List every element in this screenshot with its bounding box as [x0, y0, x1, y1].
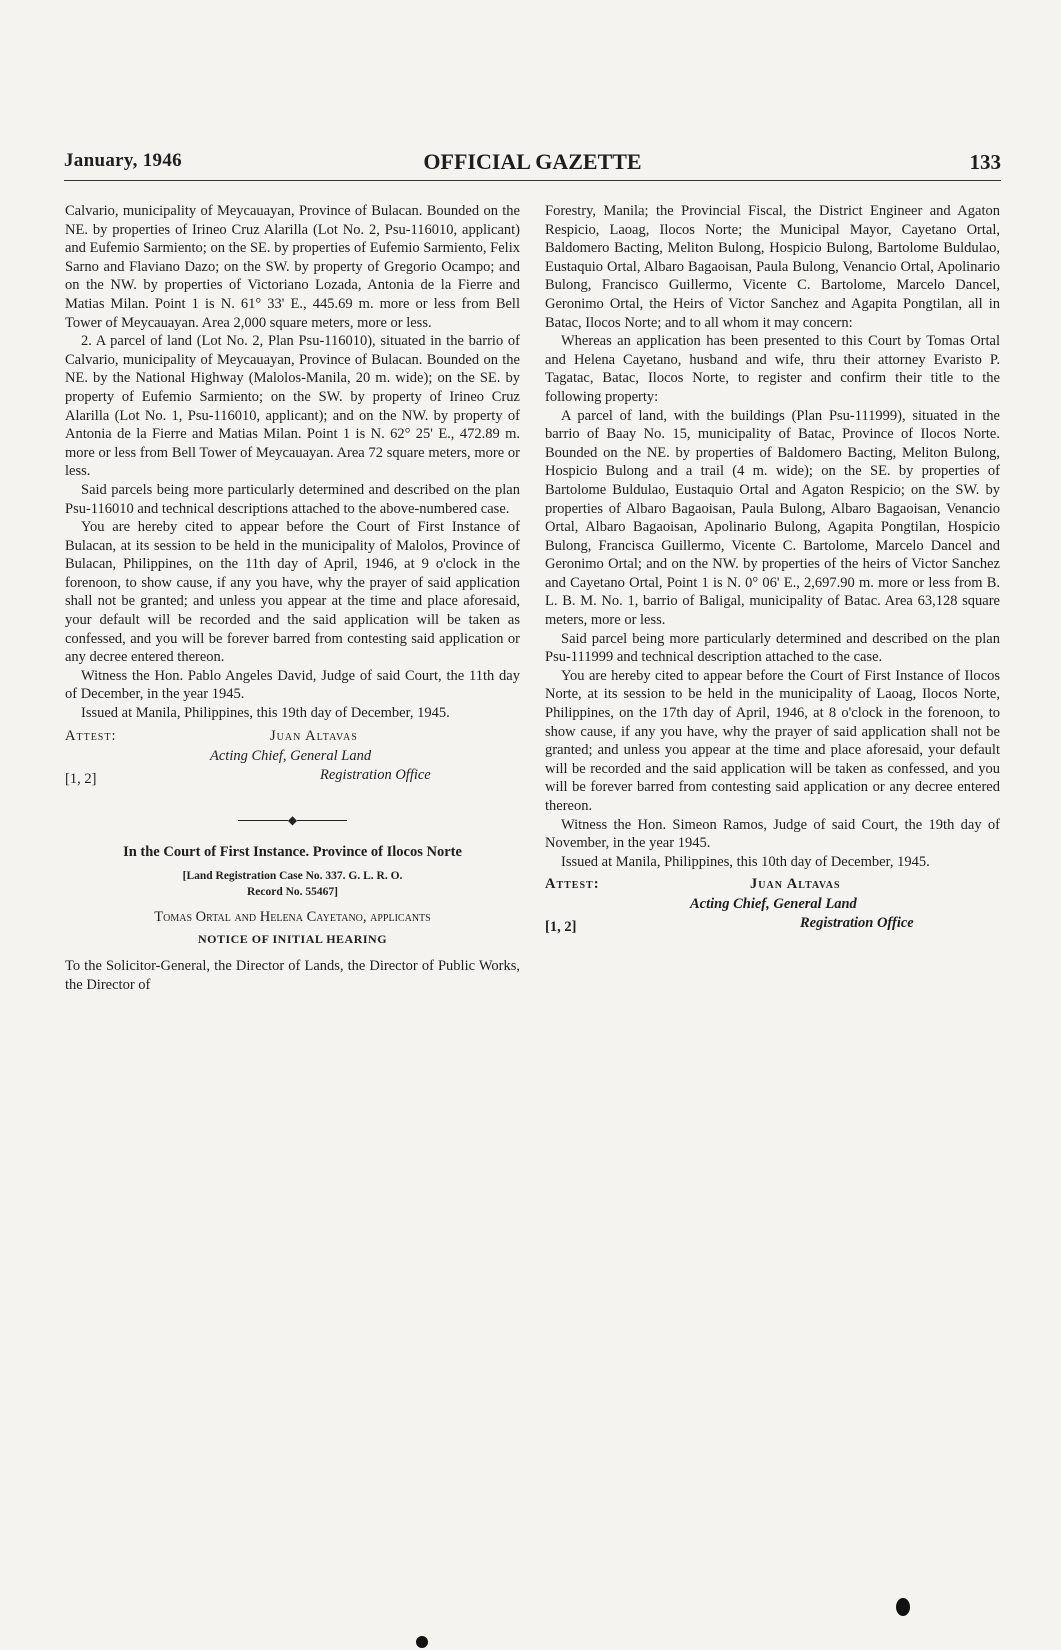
- right-paragraph-2: Whereas an application has been presented to this Court by Tomas Ortal and Helena Cayetano, husband and wife, thru their attorney Evaristo P. Tagatac, Batac, Ilocos Norte, to register and confirm their title to the following property:: [545, 333, 1000, 405]
- right-attest-block: [545, 875, 1000, 953]
- right-paragraph-5: You are hereby cited to appear before the Court of First Instance of Ilocos Norte, at its session to be held in the municipality of Laoag, Ilocos Norte, Philippines, on the 17th day of April, 1946, at 8 o'clock in the forenoon, to show cause, if any you have, why the prayer of said application shall not be granted; and unless you appear at the time and place aforesaid, your default will be recorded and the said application will be taken as confessed, and you will be forever barred from contesting said application or any decree entered thereon.: [545, 667, 1000, 814]
- right-paragraph-4: Said parcel being more particularly determined and described on the plan Psu-111999 and technical description attached to the case.: [545, 630, 1000, 666]
- left-paragraph-4: You are hereby cited to appear before the Court of First Instance of Bulacan, at its session to be held in the municipality of Malolos, Province of Bulacan, Philippines, on the 11th day of April, 1946, at 9 o'clock in the forenoon, to show cause, if any you have, why the prayer of said application shall not be granted; and unless you appear at the time and place aforesaid, your default will be recorded and the said application will be taken as confessed, and you will be forever barred from contesting said application or any decree entered thereon.: [65, 519, 520, 666]
- right-paragraph-1: Forestry, Manila; the Provincial Fiscal, the District Engineer and Agaton Respicio, Laoag, Ilocos Norte; the Municipal Mayor, Cayetano Ortal, Baldomero Bacting, Meliton Bulong, Hospicio Bulong, Bartolome Buldulao, Eustaquio Ortal, Albaro Bagaoisan, Paula Bulong, Venancio Ortal, Apolinario Bulong, Francisco Guillermo, Vicente C. Bartolome, Marcelo Dancel, Geronimo Ortal, the Heirs of Victor Sanchez and Agapita Pongtilan, all in Batac, Ilocos Norte; and to all whom it may concern:: [545, 203, 1000, 331]
- attest-name: Juan Altavas: [750, 876, 841, 893]
- attest-title-line-2: Registration Office: [800, 915, 914, 932]
- attest-label: Attest:: [65, 727, 117, 744]
- header-page-number: 133: [969, 150, 1001, 174]
- case-reference-line-1: [Land Registration Case No. 337. G. L. R. O.: [182, 869, 403, 882]
- left-column: [65, 202, 520, 994]
- left-paragraph-5: Witness the Hon. Pablo Angeles David, Judge of said Court, the 11th day of December, in the year 1945.: [65, 667, 520, 703]
- header-title: OFFICIAL GAZETTE: [423, 149, 642, 174]
- left-paragraph-6: Issued at Manila, Philippines, this 19th day of December, 1945.: [81, 705, 450, 722]
- case-reference-line-2: Record No. 55467]: [246, 885, 339, 898]
- left-paragraph-7: To the Solicitor-General, the Director of Lands, the Director of Public Works, the Director of: [65, 958, 520, 993]
- section-divider: ◆: [65, 811, 520, 830]
- left-paragraph-2: 2. A parcel of land (Lot No. 2, Plan Psu-116010), situated in the barrio of Calvario, municipality of Meycauayan, Province of Bulacan. Bounded on the NE. by the National Highway (Malolos-Manila, 20 m. wide); on the SE. by property of Eufemio Sarmiento; on the SW. by property of Irineo Cruz Alarilla (Lot No. 1, Psu-116010, applicant); and on the NW. by property of Antonia de la Fierre and Matias Milan. Point 1 is N. 62° 25' E., 472.89 m. more or less from Bell Tower of Meycauayan. Area 72 square meters, more or less.: [65, 333, 520, 480]
- ink-blot: [416, 1636, 428, 1648]
- right-paragraph-6: Witness the Hon. Simeon Ramos, Judge of said Court, the 19th day of November, in the year 1945.: [545, 816, 1000, 852]
- attest-title-line-2: Registration Office: [320, 766, 431, 783]
- attest-reference: [1, 2]: [65, 770, 97, 787]
- attest-title-line-1: Acting Chief, General Land: [690, 896, 857, 913]
- ink-blot: [896, 1598, 910, 1616]
- attest-name: Juan Altavas: [270, 727, 358, 744]
- header-date: January, 1946: [64, 150, 182, 171]
- header-rule: [64, 180, 1001, 181]
- right-column: [545, 202, 1000, 953]
- right-paragraph-7: Issued at Manila, Philippines, this 10th day of December, 1945.: [561, 853, 930, 870]
- attest-reference: [1, 2]: [545, 919, 577, 936]
- attest-title-line-1: Acting Chief, General Land: [210, 747, 372, 764]
- court-title: In the Court of First Instance. Province of Ilocos Norte: [123, 844, 462, 861]
- page-header: [64, 150, 1001, 176]
- attest-label: Attest:: [545, 876, 600, 893]
- left-attest-block: [65, 727, 520, 805]
- case-reference: [65, 868, 520, 900]
- applicants-line: Tomas Ortal and Helena Cayetano, applicants: [154, 908, 431, 925]
- left-paragraph-3: Said parcels being more particularly determined and described on the plan Psu-116010 and technical descriptions attached to the above-numbered case.: [65, 481, 520, 517]
- left-paragraph-1: Calvario, municipality of Meycauayan, Province of Bulacan. Bounded on the NE. by properties of Irineo Cruz Alarilla (Lot No. 2, Psu-116010, applicant) and Eufemio Sarmiento; on the SE. by properties of Eufemio Sarmiento, Felix Sarno and Flaviano Dazo; on the SW. by property of Gregorio Ocampo; and on the NW. by properties of Victoriano Lozada, Antonia de la Fierre and Matias Milan. Point 1 is N. 61° 33' E., 445.69 m. more or less from Bell Tower of Meycauayan. Area 2,000 square meters, more or less.: [65, 203, 520, 331]
- notice-heading: NOTICE OF INITIAL HEARING: [197, 932, 388, 947]
- right-paragraph-3: A parcel of land, with the buildings (Plan Psu-111999), situated in the barrio of Baay No. 15, municipality of Batac, Province of Ilocos Norte. Bounded on the NE. by properties of Baldomero Bacting, Meliton Bulong, Hospicio Bulong and a trail (4 m. wide); on the SE. by properties of Bartolome Buldulao, Eustaquio Ortal and Agaton Respicio; on the SW. by properties of Albaro Bagaoisan, Paula Bulong, Albaro Bagaoisan, Venancio Ortal, Albaro Bagaoisan, Apolinario Bulong, Agapita Pongtilan, Hospicio Bulong, Francisca Guillermo, Vicente C. Bartolome, Marcelo Dancel and Geronimo Ortal; and on the NW. by properties of the heirs of Victor Sanchez and Cayetano Ortal, Point 1 is N. 0° 06' E., 2,697.90 m. more or less from B. L. B. M. No. 1, barrio of Baligal, municipality of Batac. Area 63,128 square meters, more or less.: [545, 407, 1000, 629]
